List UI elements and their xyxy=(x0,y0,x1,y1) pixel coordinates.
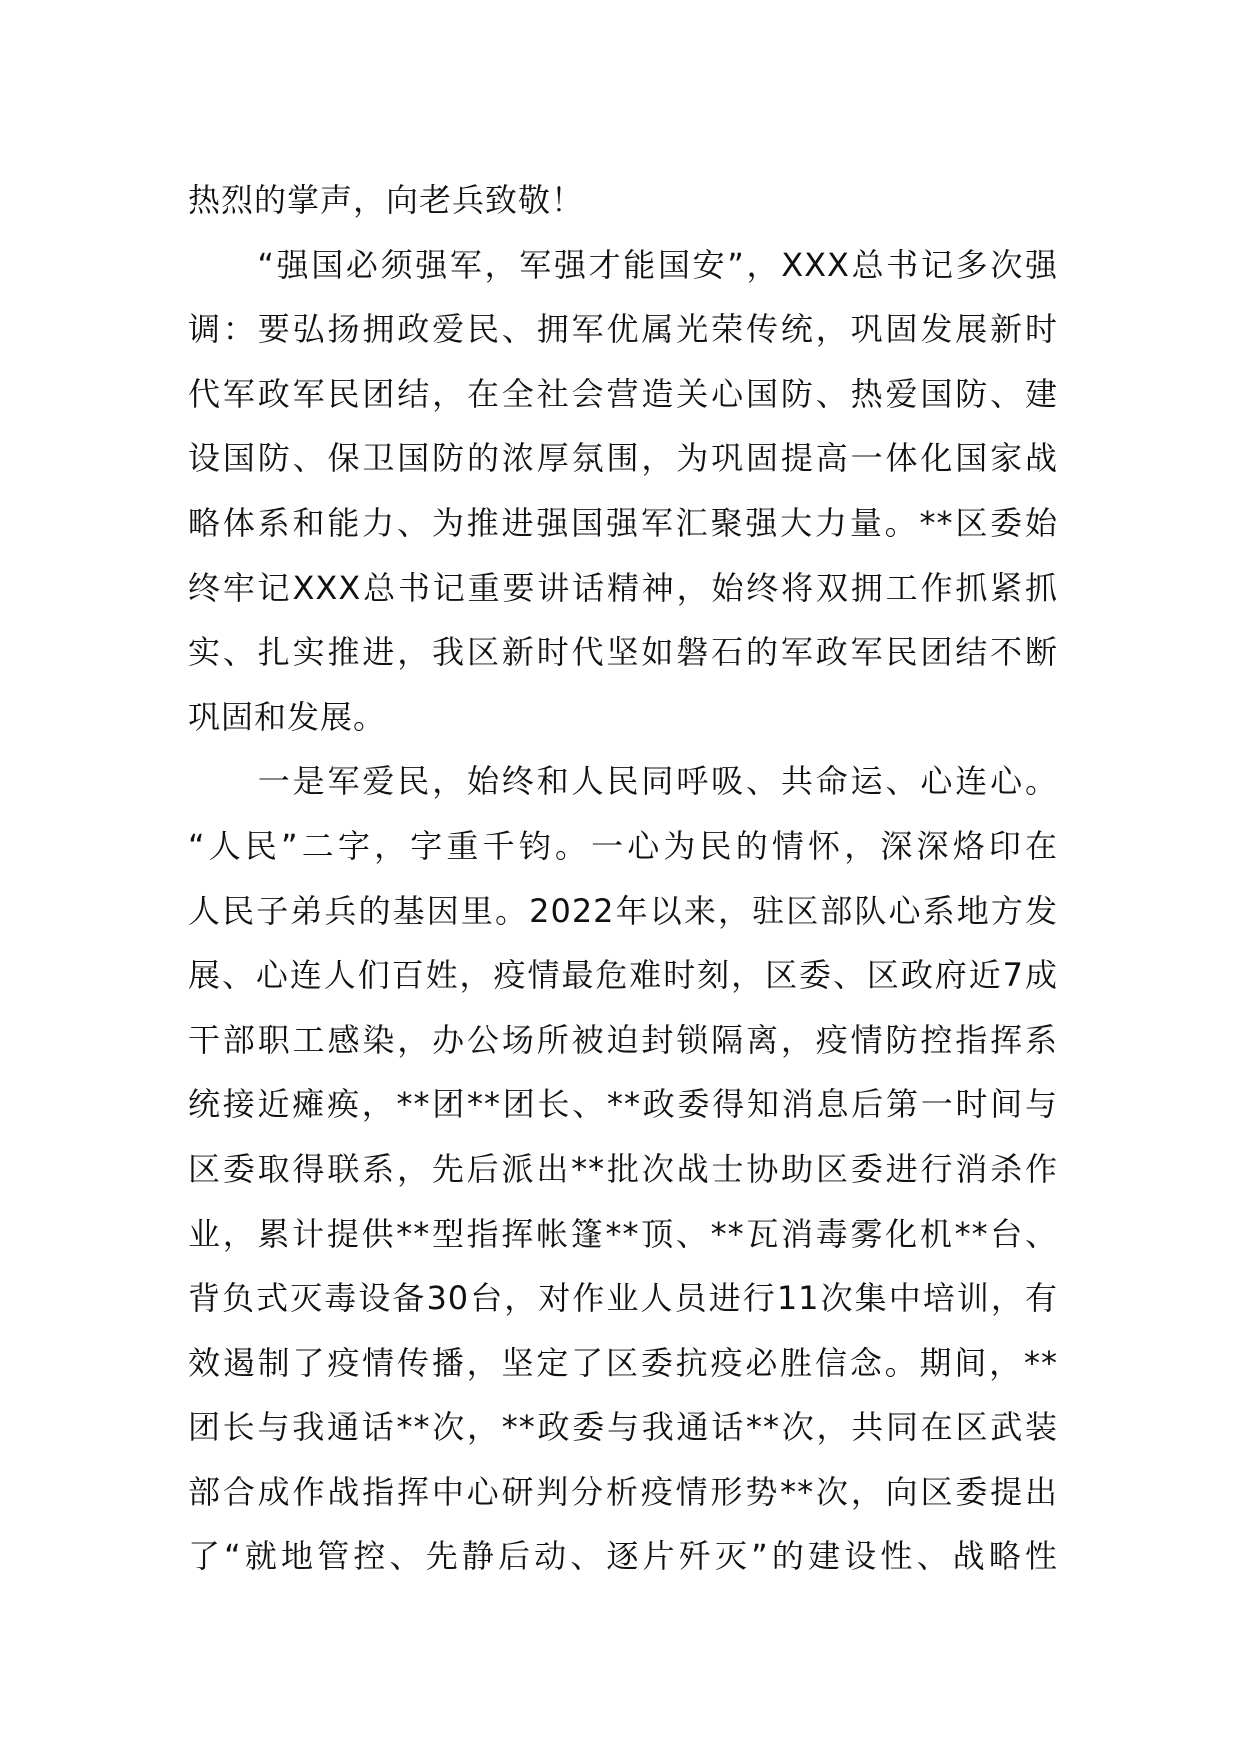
text-line: “强国必须强军，军强才能国安”，XXX总书记多次强 xyxy=(188,245,1058,284)
text-line: 终牢记XXX总书记重要讲话精神，始终将双拥工作抓紧抓 xyxy=(188,568,1058,607)
text-line: 热烈的掌声，向老兵致敬！ xyxy=(188,181,585,219)
text-line: 人民子弟兵的基因里。2022年以来，驻区部队心系地方发 xyxy=(188,891,1058,930)
text-line: 干部职工感染，办公场所被迫封锁隔离，疫情防控指挥系 xyxy=(188,1020,1058,1059)
text-line: 略体系和能力、为推进强国强军汇聚强大力量。**区委始 xyxy=(188,503,1058,542)
text-line: 了“就地管控、先静后动、逐片歼灭”的建设性、战略性 xyxy=(188,1537,1058,1576)
text-line: 实、扎实推进，我区新时代坚如磐石的军政军民团结不断 xyxy=(188,633,1058,672)
body-text xyxy=(188,168,1058,1589)
text-line: 团长与我通话**次，**政委与我通话**次，共同在区武装 xyxy=(188,1408,1058,1447)
text-line: 调：要弘扬拥政爱民、拥军优属光荣传统，巩固发展新时 xyxy=(188,310,1058,349)
text-line: 设国防、保卫国防的浓厚氛围，为巩固提高一体化国家战 xyxy=(188,439,1058,478)
text-line: 巩固和发展。 xyxy=(188,697,387,736)
text-line: 业，累计提供**型指挥帐篷**顶、**瓦消毒雾化机**台、 xyxy=(188,1214,1058,1253)
text-line: 一是军爱民，始终和人民同呼吸、共命运、心连心。 xyxy=(188,762,1058,801)
text-line: 统接近瘫痪，**团**团长、**政委得知消息后第一时间与 xyxy=(188,1085,1058,1124)
text-line: 背负式灭毒设备30台，对作业人员进行11次集中培训，有 xyxy=(188,1279,1058,1318)
text-line: 区委取得联系，先后派出**批次战士协助区委进行消杀作 xyxy=(188,1149,1058,1188)
text-line: 部合成作战指挥中心研判分析疫情形势**次，向区委提出 xyxy=(188,1472,1058,1511)
text-line: “人民”二字，字重千钧。一心为民的情怀，深深烙印在 xyxy=(188,826,1058,865)
text-line: 效遏制了疫情传播，坚定了区委抗疫必胜信念。期间，** xyxy=(188,1343,1058,1382)
text-line: 展、心连人们百姓，疫情最危难时刻，区委、区政府近7成 xyxy=(188,956,1058,995)
text-line: 代军政军民团结，在全社会营造关心国防、热爱国防、建 xyxy=(188,374,1058,413)
